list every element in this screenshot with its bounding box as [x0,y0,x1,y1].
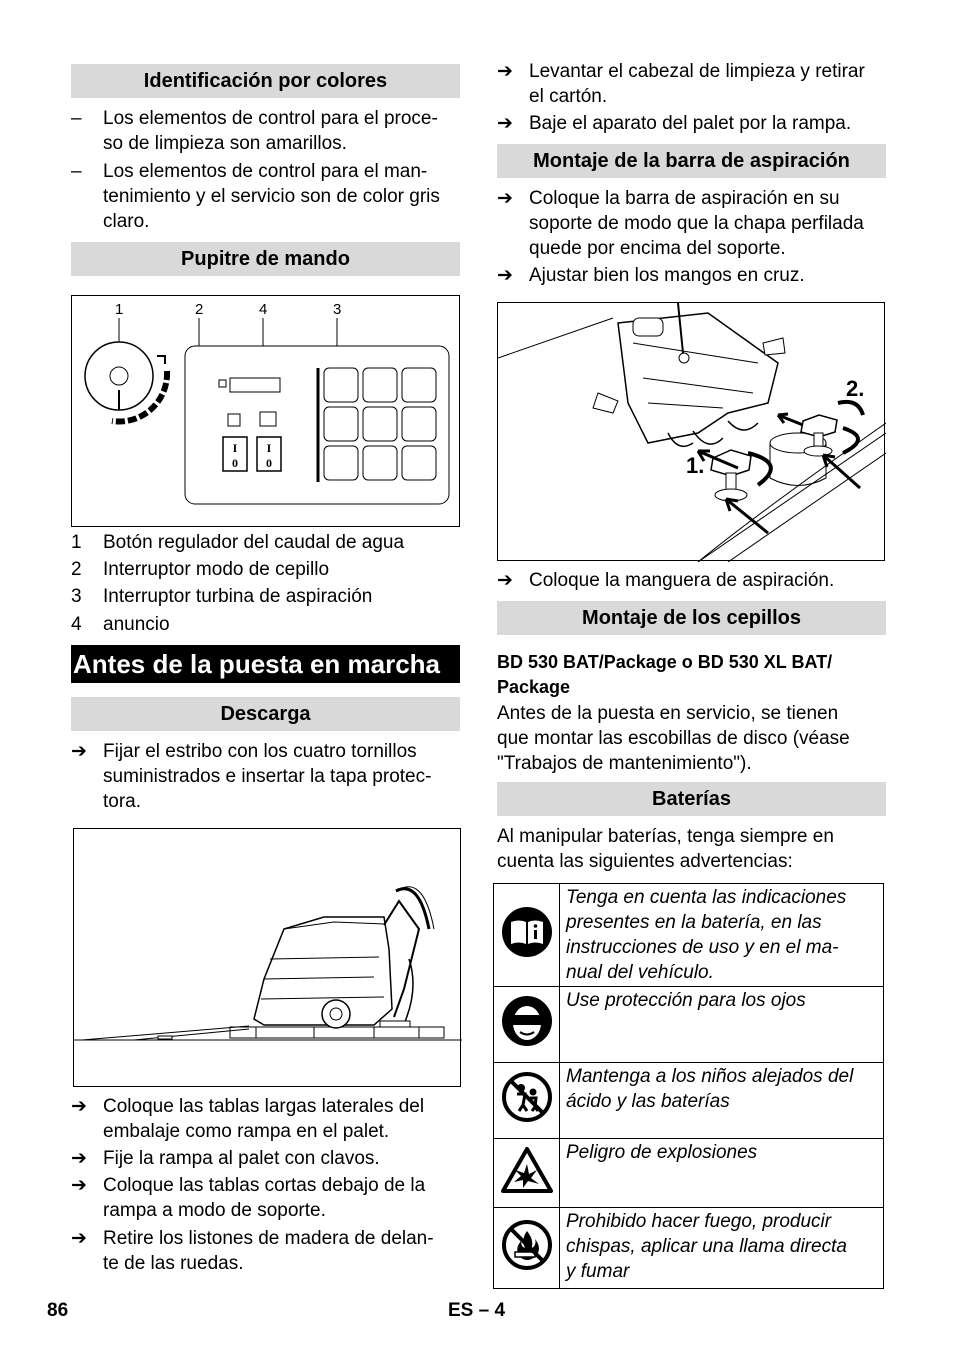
callout-2: 2 [195,301,204,318]
arrow-bullet-icon: ➔ [497,61,513,82]
step-item: ➔ Baje el aparato del palet por la rampa. [497,113,852,134]
step-item: ➔ Ajustar bien los mangos en cruz. [497,265,805,286]
warning-icon-cell [494,1208,560,1289]
warning-row [494,1208,884,1289]
control-panel-drawing [72,296,461,528]
step-item: ➔ Fije la rampa al palet con clavos. [71,1148,380,1169]
arrow-bullet-icon: ➔ [71,1175,87,1196]
svg-text:0: 0 [266,456,272,470]
warning-text: Tenga en cuenta las indicaciones presentes en la batería, en las instrucciones de uso y en el ma- nual del vehículo. [560,884,884,987]
step-item: ➔ Coloque las tablas cortas debajo de la rampa a modo de soporte. [71,1175,426,1221]
arrow-bullet-icon: ➔ [497,265,513,286]
list-item [71,159,460,237]
model-subheading: BD 530 BAT/Package o BD 530 XL BAT/ Package [497,652,833,697]
svg-text:I: I [266,441,272,455]
page-number: 86 [47,1300,69,1321]
arrow-bullet-icon: ➔ [497,570,513,591]
heading-unloading: Descarga [71,697,460,731]
warning-row [494,1139,884,1208]
arrow-bullet-icon: ➔ [71,1228,87,1249]
arrow-bullet-icon: ➔ [497,113,513,134]
machine-drawing [74,829,462,1088]
step-label-1: 1. [686,453,705,478]
list-item-text: Los elementos de control para el man- tenimiento y el servicio son de color gris claro. [103,161,440,232]
warning-row [494,1063,884,1139]
warning-row [494,884,884,987]
warning-text: Mantenga a los niños alejados del ácido y las baterías [560,1063,884,1139]
suction-bar-figure [497,302,885,561]
warning-icon-cell [494,1063,560,1139]
explosion-hazard-icon [501,1146,553,1194]
brush-paragraph: Antes de la puesta en servicio, se tienen que montar las escobillas de disco (véase "Trabajos de mantenimiento"). [497,703,850,774]
step-item: ➔ Retire los listones de madera de delan- te de las ruedas. [71,1228,434,1274]
machine-on-pallet-figure [73,828,461,1087]
list-item-text: Los elementos de control para el proce- so de limpieza son amarillos. [103,108,438,154]
suction-turbine-switch [257,437,281,471]
arrow-bullet-icon: ➔ [71,741,87,762]
step-item: ➔ Coloque la manguera de aspiración. [497,570,835,591]
warning-icon-cell [494,987,560,1063]
heading-batteries: Baterías [497,782,886,816]
button-grid [324,368,436,480]
warning-text: Peligro de explosiones [560,1139,884,1208]
warning-text: Use protección para los ojos [560,987,884,1063]
arrow-bullet-icon: ➔ [71,1096,87,1117]
legend-item: 3 Interruptor turbina de aspiración [71,586,373,607]
warning-icon-cell [494,884,560,987]
heading-color-identification: Identificación por colores [71,64,460,98]
step-item: ➔ Fijar el estribo con los cuatro tornillos suministrados e insertar la tapa protec- tora. [71,741,432,812]
battery-warnings-table [493,883,884,1289]
arrow-bullet-icon: ➔ [497,188,513,209]
section-title: Antes de la puesta en marcha [71,645,460,683]
dash-bullet: – [71,108,82,129]
brush-mode-switch [223,437,247,471]
dash-bullet: – [71,161,82,182]
callout-3: 3 [333,301,342,318]
control-panel-figure [71,295,460,527]
warning-text: Prohibido hacer fuego, producir chispas, aplicar una llama directa y fumar [560,1208,884,1289]
legend-item: 2 Interruptor modo de cepillo [71,559,330,580]
eye-protection-icon [501,995,553,1047]
warning-row [494,987,884,1063]
heading-control-panel: Pupitre de mando [71,242,460,276]
water-flow-knob-icon [85,342,167,422]
step-item: ➔ Coloque la barra de aspiración en su soporte de modo que la chapa perfilada quede por encima del soporte. [497,188,864,259]
display-window [230,378,280,392]
suction-bar-drawing [498,303,886,562]
callout-1: 1 [115,301,124,318]
legend-item: 4 anuncio [71,614,170,635]
step-item: ➔ Coloque las tablas largas laterales del embalaje como rampa en el palet. [71,1096,425,1142]
legend-item: 1 Botón regulador del caudal de agua [71,532,405,553]
svg-text:I: I [232,441,238,455]
manual-info-icon [501,906,553,958]
keep-children-away-icon [501,1071,553,1123]
callout-4: 4 [259,301,268,318]
svg-text:0: 0 [232,456,238,470]
footer-lang: ES – 4 [448,1300,506,1321]
step-item: ➔ Levantar el cabezal de limpieza y retirar el cartón. [497,61,865,107]
list-item [71,106,460,158]
batteries-intro: Al manipular baterías, tenga siempre en cuenta las siguientes advertencias: [497,826,834,872]
heading-suction-bar: Montaje de la barra de aspiración [497,144,886,178]
heading-brush-mounting: Montaje de los cepillos [497,601,886,635]
step-label-2: 2. [846,376,865,401]
warning-icon-cell [494,1139,560,1208]
no-fire-icon [501,1219,553,1271]
arrow-bullet-icon: ➔ [71,1148,87,1169]
